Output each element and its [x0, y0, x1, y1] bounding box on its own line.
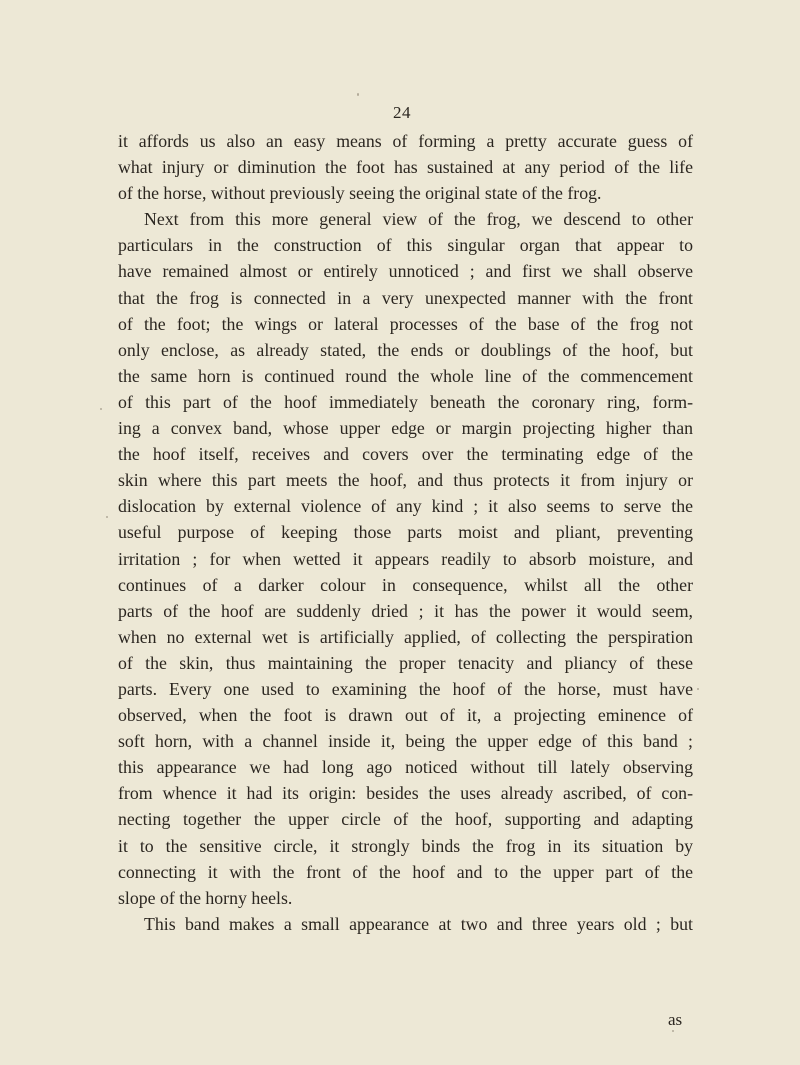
text-line: necting together the upper circle of the hoof, supporting and adapting	[118, 809, 693, 830]
text-line: parts of the hoof are suddenly dried ; it has the power it would seem,	[118, 600, 693, 621]
text-line: when no external wet is artificially applied, of collecting the perspiration	[118, 626, 693, 647]
text-line: of this part of the hoof immediately beneath the coronary ring, form-	[118, 391, 693, 412]
text-line: have remained almost or entirely unnoticed ; and first we shall observe	[118, 261, 693, 282]
paper-speck	[672, 1030, 674, 1032]
text-line: from whence it had its origin: besides the uses already ascribed, of con-	[118, 783, 693, 804]
text-line: the same horn is continued round the whole line of the commencement	[118, 365, 693, 386]
body-text	[118, 128, 693, 937]
text-line: This band makes a small appearance at two and three years old ; but	[144, 913, 693, 934]
text-line: dislocation by external violence of any kind ; it also seems to serve the	[118, 496, 693, 517]
text-line: of the foot; the wings or lateral processes of the base of the frog not	[118, 313, 693, 334]
page-number: 24	[393, 103, 411, 122]
paper-speck	[100, 408, 102, 410]
text-line: Next from this more general view of the frog, we descend to other	[144, 209, 693, 230]
paper-speck	[357, 93, 359, 96]
text-line: the hoof itself, receives and covers over the terminating edge of the	[118, 444, 693, 465]
text-line: what injury or diminution the foot has sustained at any period of the life	[118, 157, 693, 178]
text-line: soft horn, with a channel inside it, being the upper edge of this band ;	[118, 731, 693, 752]
catchword: as	[668, 1010, 683, 1029]
text-line: slope of the horny heels.	[118, 887, 293, 908]
text-line: skin where this part meets the hoof, and thus protects it from injury or	[118, 470, 693, 491]
text-line: useful purpose of keeping those parts moist and pliant, preventing	[118, 522, 693, 543]
text-line: it to the sensitive circle, it strongly binds the frog in its situation by	[118, 835, 693, 856]
text-line: that the frog is connected in a very unexpected manner with the front	[118, 287, 693, 308]
text-line: this appearance we had long ago noticed without till lately observing	[118, 757, 693, 778]
text-line: continues of a darker colour in consequence, whilst all the other	[118, 574, 693, 595]
text-line: of the horse, without previously seeing the original state of the frog.	[118, 183, 602, 204]
paper-speck	[106, 516, 108, 518]
text-line: it affords us also an easy means of forming a pretty accurate guess of	[118, 131, 693, 151]
text-line: observed, when the foot is drawn out of it, a projecting eminence of	[118, 705, 693, 726]
text-line: irritation ; for when wetted it appears readily to absorb moisture, and	[118, 548, 693, 569]
text-line: of the skin, thus maintaining the proper tenacity and pliancy of these	[118, 652, 693, 673]
text-line: connecting it with the front of the hoof and to the upper part of the	[118, 861, 693, 882]
text-line: parts. Every one used to examining the hoof of the horse, must have	[118, 678, 693, 699]
text-line: particulars in the construction of this singular organ that appear to	[118, 235, 693, 256]
text-line: only enclose, as already stated, the ends or doublings of the hoof, but	[118, 339, 693, 360]
paper-speck	[697, 688, 699, 690]
text-line: ing a convex band, whose upper edge or margin projecting higher than	[118, 418, 693, 439]
